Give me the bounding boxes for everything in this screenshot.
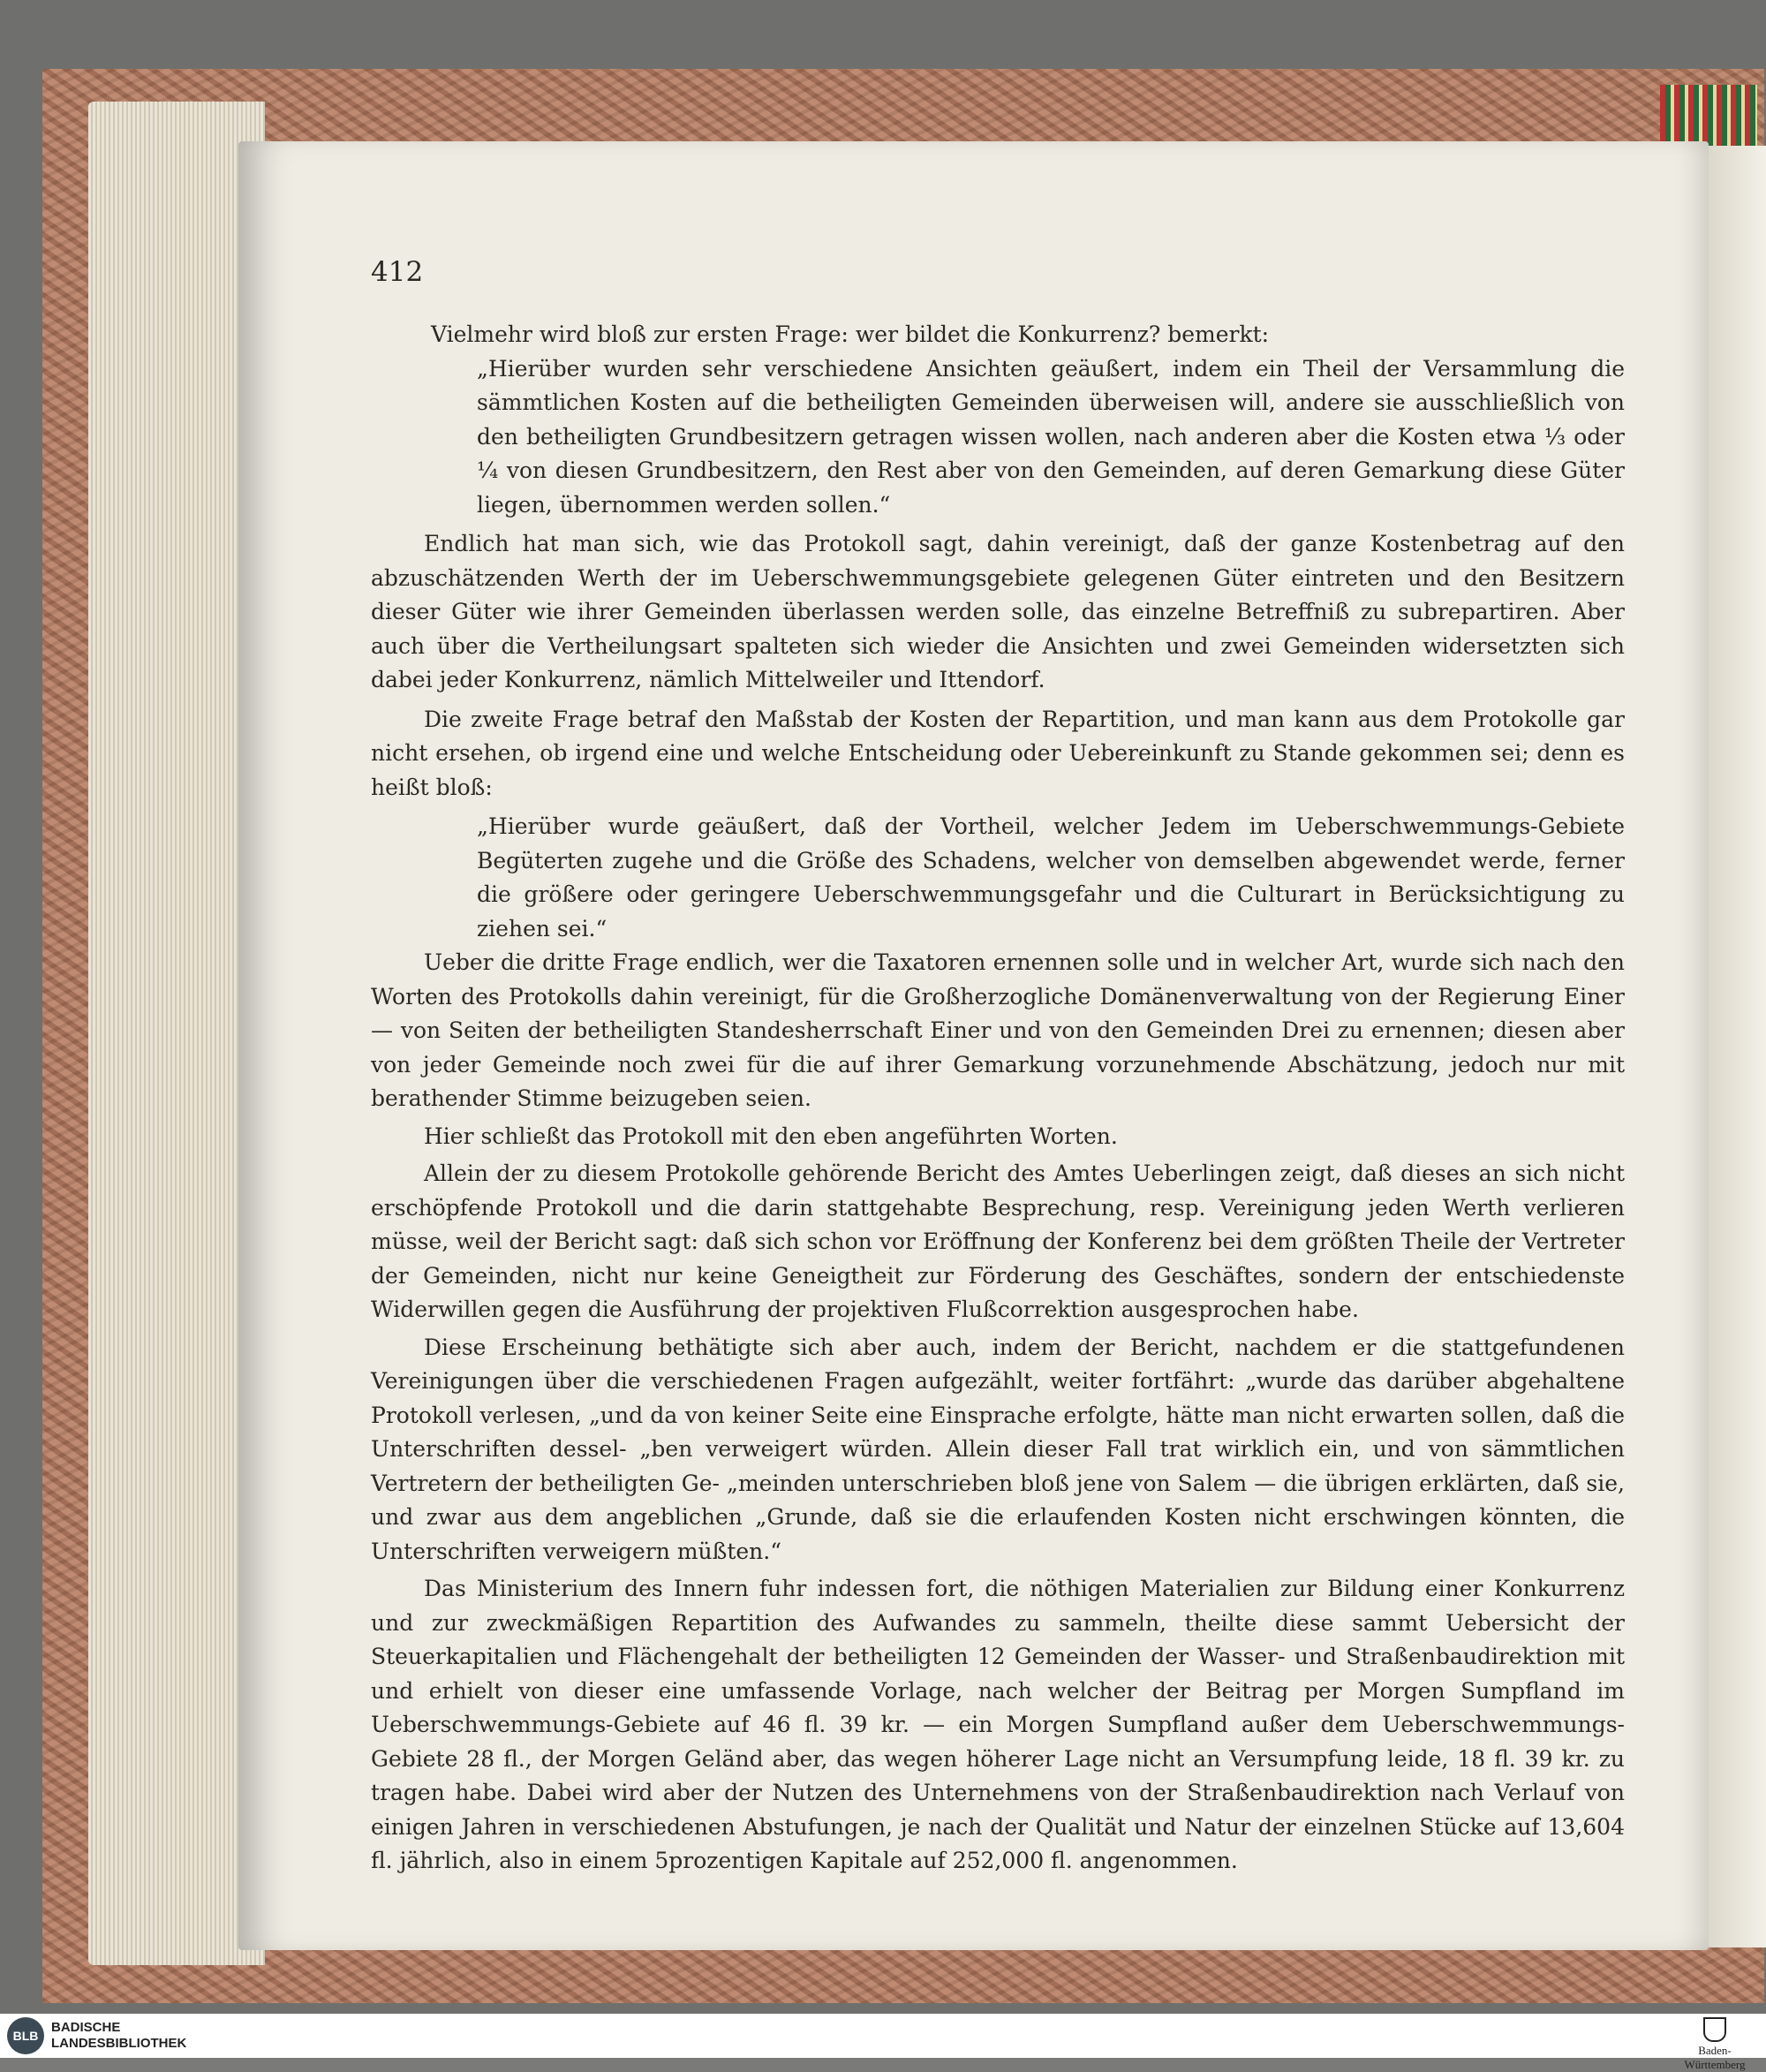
viewer-footer [0,2014,1766,2058]
baden-wuerttemberg-label: Baden-Württemberg [1684,2044,1746,2071]
page-body [371,318,1625,1879]
quotation: „Hierüber wurde geäußert, daß der Vortheil, welcher Jedem im Ueberschwemmungs-Gebiete Begüterten zugehe und die Größe des Schadens, welcher von demselben abgewendet werde, ferner die größere oder geringere Ueberschwemmungsgefahr und die Culturart in Berücksichtigung zu ziehen sei.“ [477,813,1625,941]
page-number: 412 [371,256,424,288]
paragraph: Hier schließt das Protokoll mit den eben angeführten Worten. [424,1123,1118,1149]
page-stack-right [1700,146,1766,1947]
quotation: „Hierüber wurden sehr verschiedene Ansichten geäußert, indem ein Theil der Versammlung die sämmtlichen Kosten auf die betheiligten Gemeinden überweisen will, andere sie ausschließlich von den betheiligten Grundbesitzern getragen wissen wollen, nach anderen aber die Kosten etwa ⅓ oder ¼ von diesen Grundbesitzern, den Rest aber von den Gemeinden, auf deren Gemarkung diese Güter liegen, übernommen werden sollen.“ [477,355,1625,518]
paragraph: Endlich hat man sich, wie das Protokoll sagt, dahin vereinigt, daß der ganze Kostenbetrag auf den abzuschätzenden Werth der im Ueberschwemmungsgebiete gelegenen Güter eintreten und den Besitzern dieser Güter wie ihrer Gemeinden überlassen werden solle, das einzelne Betreffniß zu subrepartiren. Aber auch über die Vertheilungsart spalteten sich wieder die Ansichten und zwei Gemeinden widersetzten sich dabei jeder Konkurrenz, nämlich Mittelweiler und Ittendorf. [371,531,1625,692]
paragraph: Vielmehr wird bloß zur ersten Frage: wer bildet die Konkurrenz? bemerkt: [431,321,1270,347]
paragraph: Diese Erscheinung bethätigte sich aber auch, indem der Bericht, nachdem er die stattgefundenen Vereinigungen über die verschiedenen Fragen aufgezählt, weiter fortfährt: „wurde das darüber abgehaltene Protokoll verlesen, „und da von keiner Seite eine Einsprache erfolgte, hätte man nicht erwarten sollen, daß die Unterschriften dessel- „ben verweigert würden. Allein dieser Fall trat wirklich ein, und von sämmtlichen Vertretern der betheiligten Ge- „meinden unterschrieben bloß jene von Salem — die übrigen erklärten, daß sie, und zwar aus dem angeblichen „Grunde, daß sie die erlaufenden Kosten nicht erschwingen könnten, die Unterschriften verweigern müßten.“ [371,1334,1625,1564]
library-name-line2: LANDESBIBLIOTHEK [51,2036,187,2051]
library-name [51,2020,186,2052]
paragraph: Allein der zu diesem Protokolle gehörende Bericht des Amtes Ueberlingen zeigt, daß dieses an sich nicht erschöpfende Protokoll und die darin stattgehabte Besprechung, resp. Vereinigung jeden Werth verlieren müsse, weil der Bericht sagt: daß sich schon vor Eröffnung der Konferenz bei dem größten Theile der Vertreter der Gemeinden, nicht nur keine Geneigtheit zur Förderung des Geschäftes, sondern der entschiedenste Widerwillen gegen die Ausführung der projektiven Flußcorrektion ausgesprochen habe. [371,1161,1625,1322]
paragraph: Das Ministerium des Innern fuhr indessen fort, die nöthigen Materialien zur Bildung einer Konkurrenz und zur zweckmäßigen Repartition des Aufwandes zu sammeln, theilte diese sammt Uebersicht der Steuerkapitalien und Flächengehalt der betheiligten 12 Gemeinden der Wasser- und Straßenbaudirektion mit und erhielt von dieser eine umfassende Vorlage, nach welcher der Beitrag per Morgen Sumpfland im Ueberschwemmungs-Gebiete auf 46 fl. 39 kr. — ein Morgen Sumpfland außer dem Ueberschwemmungs-Gebiete 28 fl., der Morgen Geländ aber, das wegen höherer Lage nicht an Versumpfung leide, 18 fl. 39 kr. zu tragen habe. Dabei wird aber der Nutzen des Unternehmens von der Straßenbaudirektion nach Verlauf von einigen Jahren in verschiedenen Abstufungen, je nach der Qualität und Natur der einzelnen Stücke auf 13,604 fl. jährlich, also in einem 5prozentigen Kapitale auf 252,000 fl. angenommen. [371,1576,1625,1873]
paragraph: Ueber die dritte Frage endlich, wer die Taxatoren ernennen solle und in welcher Art, wurde sich nach den Worten des Protokolls dahin vereinigt, für die Großherzogliche Domänenverwaltung von der Regierung Einer — von Seiten der betheiligten Standesherrschaft Einer und von den Gemeinden Drei zu ernennen; diesen aber von jeder Gemeinde noch zwei für die auf ihrer Gemarkung vorzunehmende Abschätzung, jedoch nur mit berathender Stimme beizugeben seien. [371,949,1625,1111]
headband [1660,85,1757,147]
baden-wuerttemberg-logo[interactable] [1671,2017,1759,2072]
crest-icon [1703,2017,1726,2042]
blb-logo[interactable]: BLB [7,2017,44,2054]
library-name-line1: BADISCHE [51,2020,121,2035]
paragraph: Die zweite Frage betraf den Maßstab der Kosten der Repartition, und man kann aus dem Protokolle gar nicht ersehen, ob irgend eine und welche Entscheidung oder Uebereinkunft zu Stande gekommen sei; denn es heißt bloß: [371,706,1625,800]
